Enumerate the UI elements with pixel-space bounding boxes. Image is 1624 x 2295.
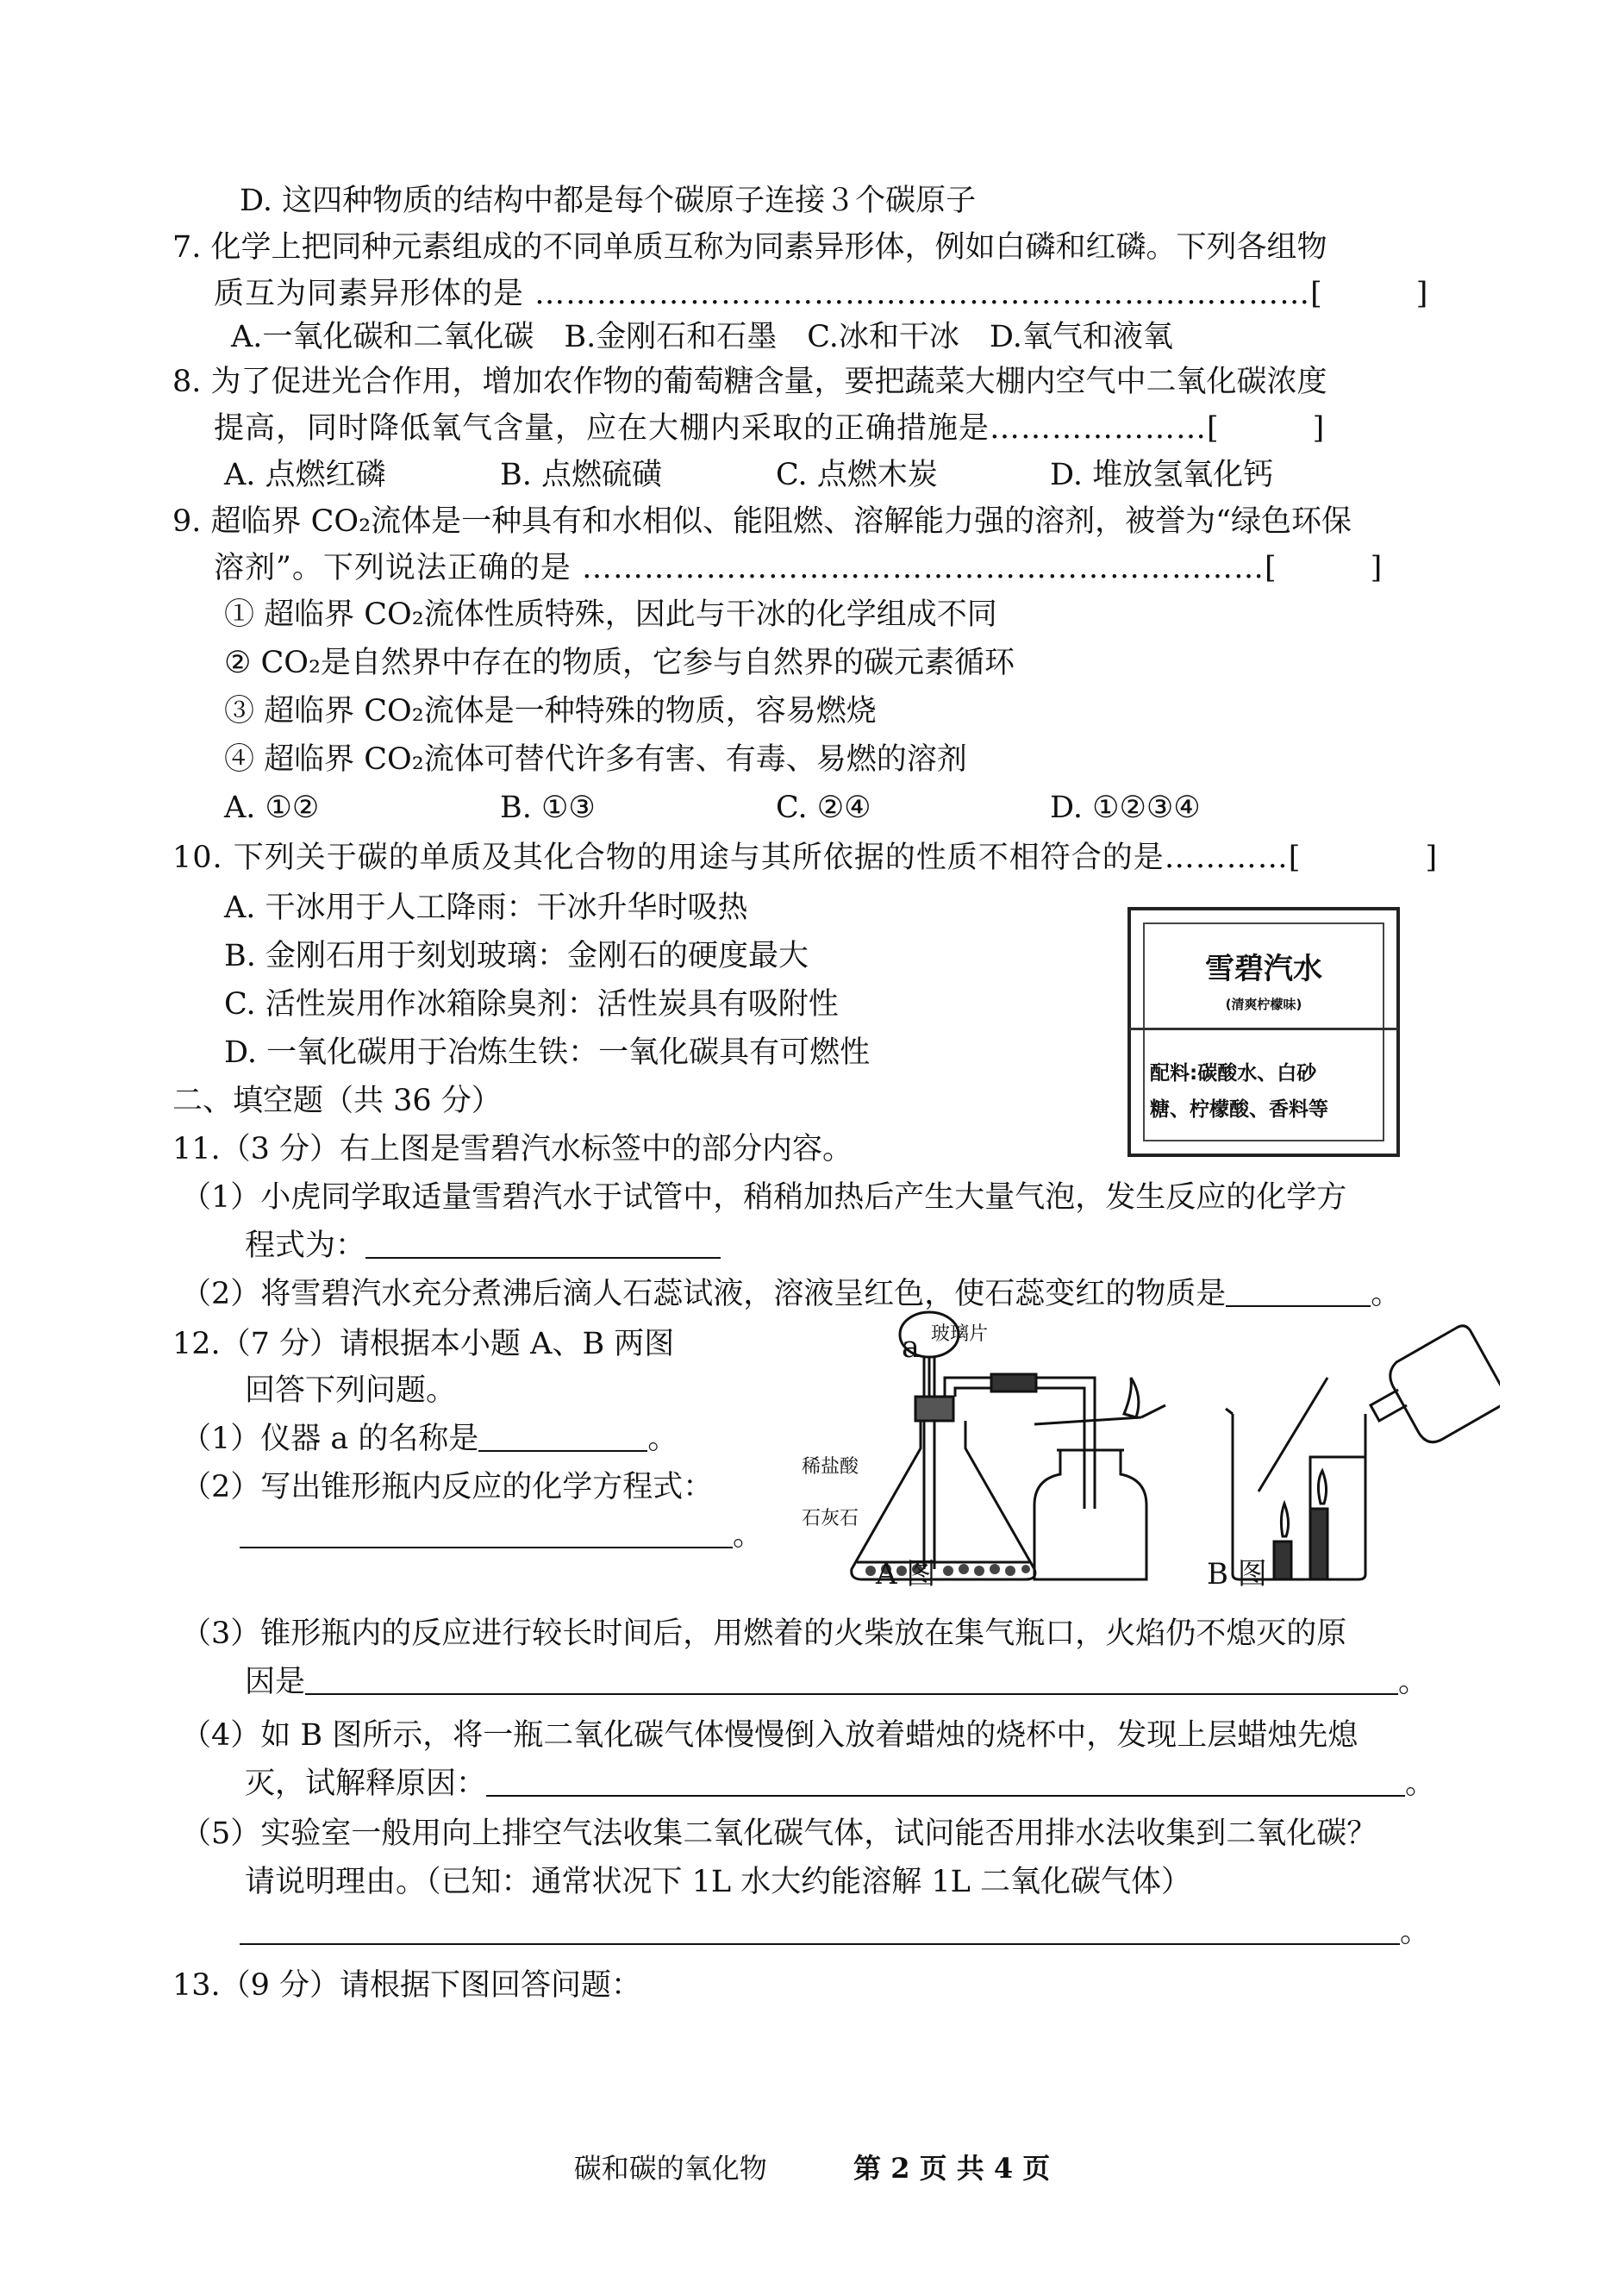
q10-option-c: C. 活性炭用作冰箱除臭剂：活性炭具有吸附性	[224, 987, 839, 1022]
q11-stem: 11.（3 分）右上图是雪碧汽水标签中的部分内容。	[172, 1132, 853, 1166]
label-brand: 雪碧汽水	[1205, 952, 1322, 986]
caption-figure-b: B 图	[1207, 1557, 1267, 1591]
sprite-label-image	[1127, 907, 1400, 1157]
q12-part3-line2: 因是 。	[245, 1665, 1429, 1699]
answer-blank[interactable]	[365, 1228, 721, 1259]
label-instrument-a: a	[902, 1330, 920, 1365]
q10-option-a: A. 干冰用于人工降雨：干冰升华时吸热	[224, 891, 748, 925]
answer-blank[interactable]	[478, 1421, 647, 1452]
answer-blank[interactable]	[305, 1664, 1398, 1695]
q10-stem: 10. 下列关于碳的单质及其化合物的用途与其所依据的性质不相符合的是…………[ ]	[172, 841, 1439, 875]
q9-option-d: D. ①②③④	[1050, 791, 1201, 825]
q7-stem-line2: 质互为同素异形体的是 …………………………………………………………………[ ]	[214, 277, 1429, 311]
q12-part5-answer: 。	[240, 1912, 1430, 1952]
q8-option-d: D. 堆放氢氧化钙	[1050, 458, 1274, 492]
q9-option-a: A. ①②	[224, 791, 320, 825]
q7-options: A.一氧化碳和二氧化碳 B.金刚石和石墨 C.冰和干冰 D.氧气和液氧	[231, 320, 1173, 354]
label-ingredients-1: 配料:碳酸水、白砂	[1150, 1062, 1317, 1085]
q9-statement-4: ④ 超临界 CO₂流体可替代许多有害、有毒、易燃的溶剂	[224, 742, 967, 777]
q11-part1-line1: （1）小虎同学取适量雪碧汽水于试管中，稍稍加热后产生大量气泡，发生反应的化学方	[181, 1180, 1347, 1215]
q8-option-b: B. 点燃硫磺	[500, 458, 662, 492]
label-dilute-hcl: 稀盐酸	[802, 1456, 859, 1478]
section-2-heading: 二、填空题（共 36 分）	[172, 1084, 502, 1118]
q9-statement-3: ③ 超临界 CO₂流体是一种特殊的物质，容易燃烧	[224, 694, 877, 729]
q9-option-b: B. ①③	[500, 791, 596, 825]
label-flavor: (清爽柠檬味)	[1225, 997, 1302, 1012]
footer-topic: 碳和碳的氧化物	[573, 2152, 767, 2185]
q12-part3-line1: （3）锥形瓶内的反应进行较长时间后，用燃着的火柴放在集气瓶口，火焰仍不熄灭的原	[181, 1617, 1347, 1651]
q6-option-d: D. 这四种物质的结构中都是每个碳原子连接３个碳原子	[240, 184, 977, 218]
q8-stem-line2: 提高，同时降低氧气含量，应在大棚内采取的正确措施是…………………[ ]	[214, 411, 1326, 446]
q12-part5-line2: 请说明理由。（已知：通常状况下 1L 水大约能溶解 1L 二氧化碳气体）	[245, 1865, 1192, 1899]
q8-stem-line1: 8. 为了促进光合作用，增加农作物的葡萄糖含量，要把蔬菜大棚内空气中二氧化碳浓度	[172, 365, 1327, 399]
q7-stem-line1: 7. 化学上把同种元素组成的不同单质互称为同素异形体，例如白磷和红磷。下列各组物	[172, 230, 1327, 265]
q12-part4-line2: 灭，试解释原因： 。	[245, 1767, 1436, 1801]
q9-statement-1: ① 超临界 CO₂流体性质特殊，因此与干冰的化学组成不同	[224, 597, 997, 632]
label-ingredients-2: 糖、柠檬酸、香料等	[1150, 1098, 1328, 1121]
q12-part2-answer: 。	[240, 1516, 763, 1555]
q13-stem: 13.（9 分）请根据下图回答问题：	[172, 1968, 642, 2003]
label-glass-plate: 玻璃片	[931, 1323, 989, 1345]
q10-option-d: D. 一氧化碳用于冶炼生铁：一氧化碳具有可燃性	[224, 1035, 871, 1070]
q12-part1: （1）仪器 a 的名称是 。	[181, 1422, 678, 1456]
q12-stem-line1: 12.（7 分）请根据本小题 A、B 两图	[172, 1327, 675, 1361]
q12-part5-line1: （5）实验室一般用向上排空气法收集二氧化碳气体，试问能否用排水法收集到二氧化碳？	[181, 1817, 1377, 1851]
answer-blank[interactable]	[486, 1766, 1405, 1797]
label-limestone: 石灰石	[802, 1508, 859, 1529]
q9-stem-line2: 溶剂”。下列说法正确的是 …………………………………………………………[ ]	[214, 551, 1384, 585]
q10-option-b: B. 金刚石用于刻划玻璃：金刚石的硬度最大	[224, 939, 809, 973]
page-footer	[0, 2147, 1624, 2186]
q8-option-a: A. 点燃红磷	[224, 458, 386, 492]
q12-part2: （2）写出锥形瓶内反应的化学方程式：	[181, 1470, 714, 1504]
answer-blank[interactable]	[1226, 1276, 1371, 1307]
q9-option-c: C. ②④	[776, 791, 871, 825]
caption-figure-a: A 图	[876, 1557, 936, 1591]
q12-part4-line1: （4）如 B 图所示，将一瓶二氧化碳气体慢慢倒入放着蜡烛的烧杯中，发现上层蜡烛先熄	[181, 1718, 1359, 1753]
q11-part2: （2）将雪碧汽水充分煮沸后滴人石蕊试液，溶液呈红色，使石蕊变红的物质是 。	[181, 1277, 1402, 1311]
answer-blank[interactable]	[240, 1517, 733, 1548]
q9-stem-line1: 9. 超临界 CO₂流体是一种具有和水相似、能阻燃、溶解能力强的溶剂，被誉为“绿色环保	[172, 504, 1352, 539]
q12-stem-line2: 回答下列问题。	[245, 1373, 457, 1408]
q11-part1-line2: 程式为：	[245, 1226, 721, 1266]
q8-option-c: C. 点燃木炭	[776, 458, 938, 492]
q9-statement-2: ② CO₂是自然界中存在的物质，它参与自然界的碳元素循环	[224, 646, 1015, 680]
answer-blank[interactable]	[240, 1914, 1400, 1945]
footer-page-number: 第 2 页 共 4 页	[853, 2152, 1051, 2185]
